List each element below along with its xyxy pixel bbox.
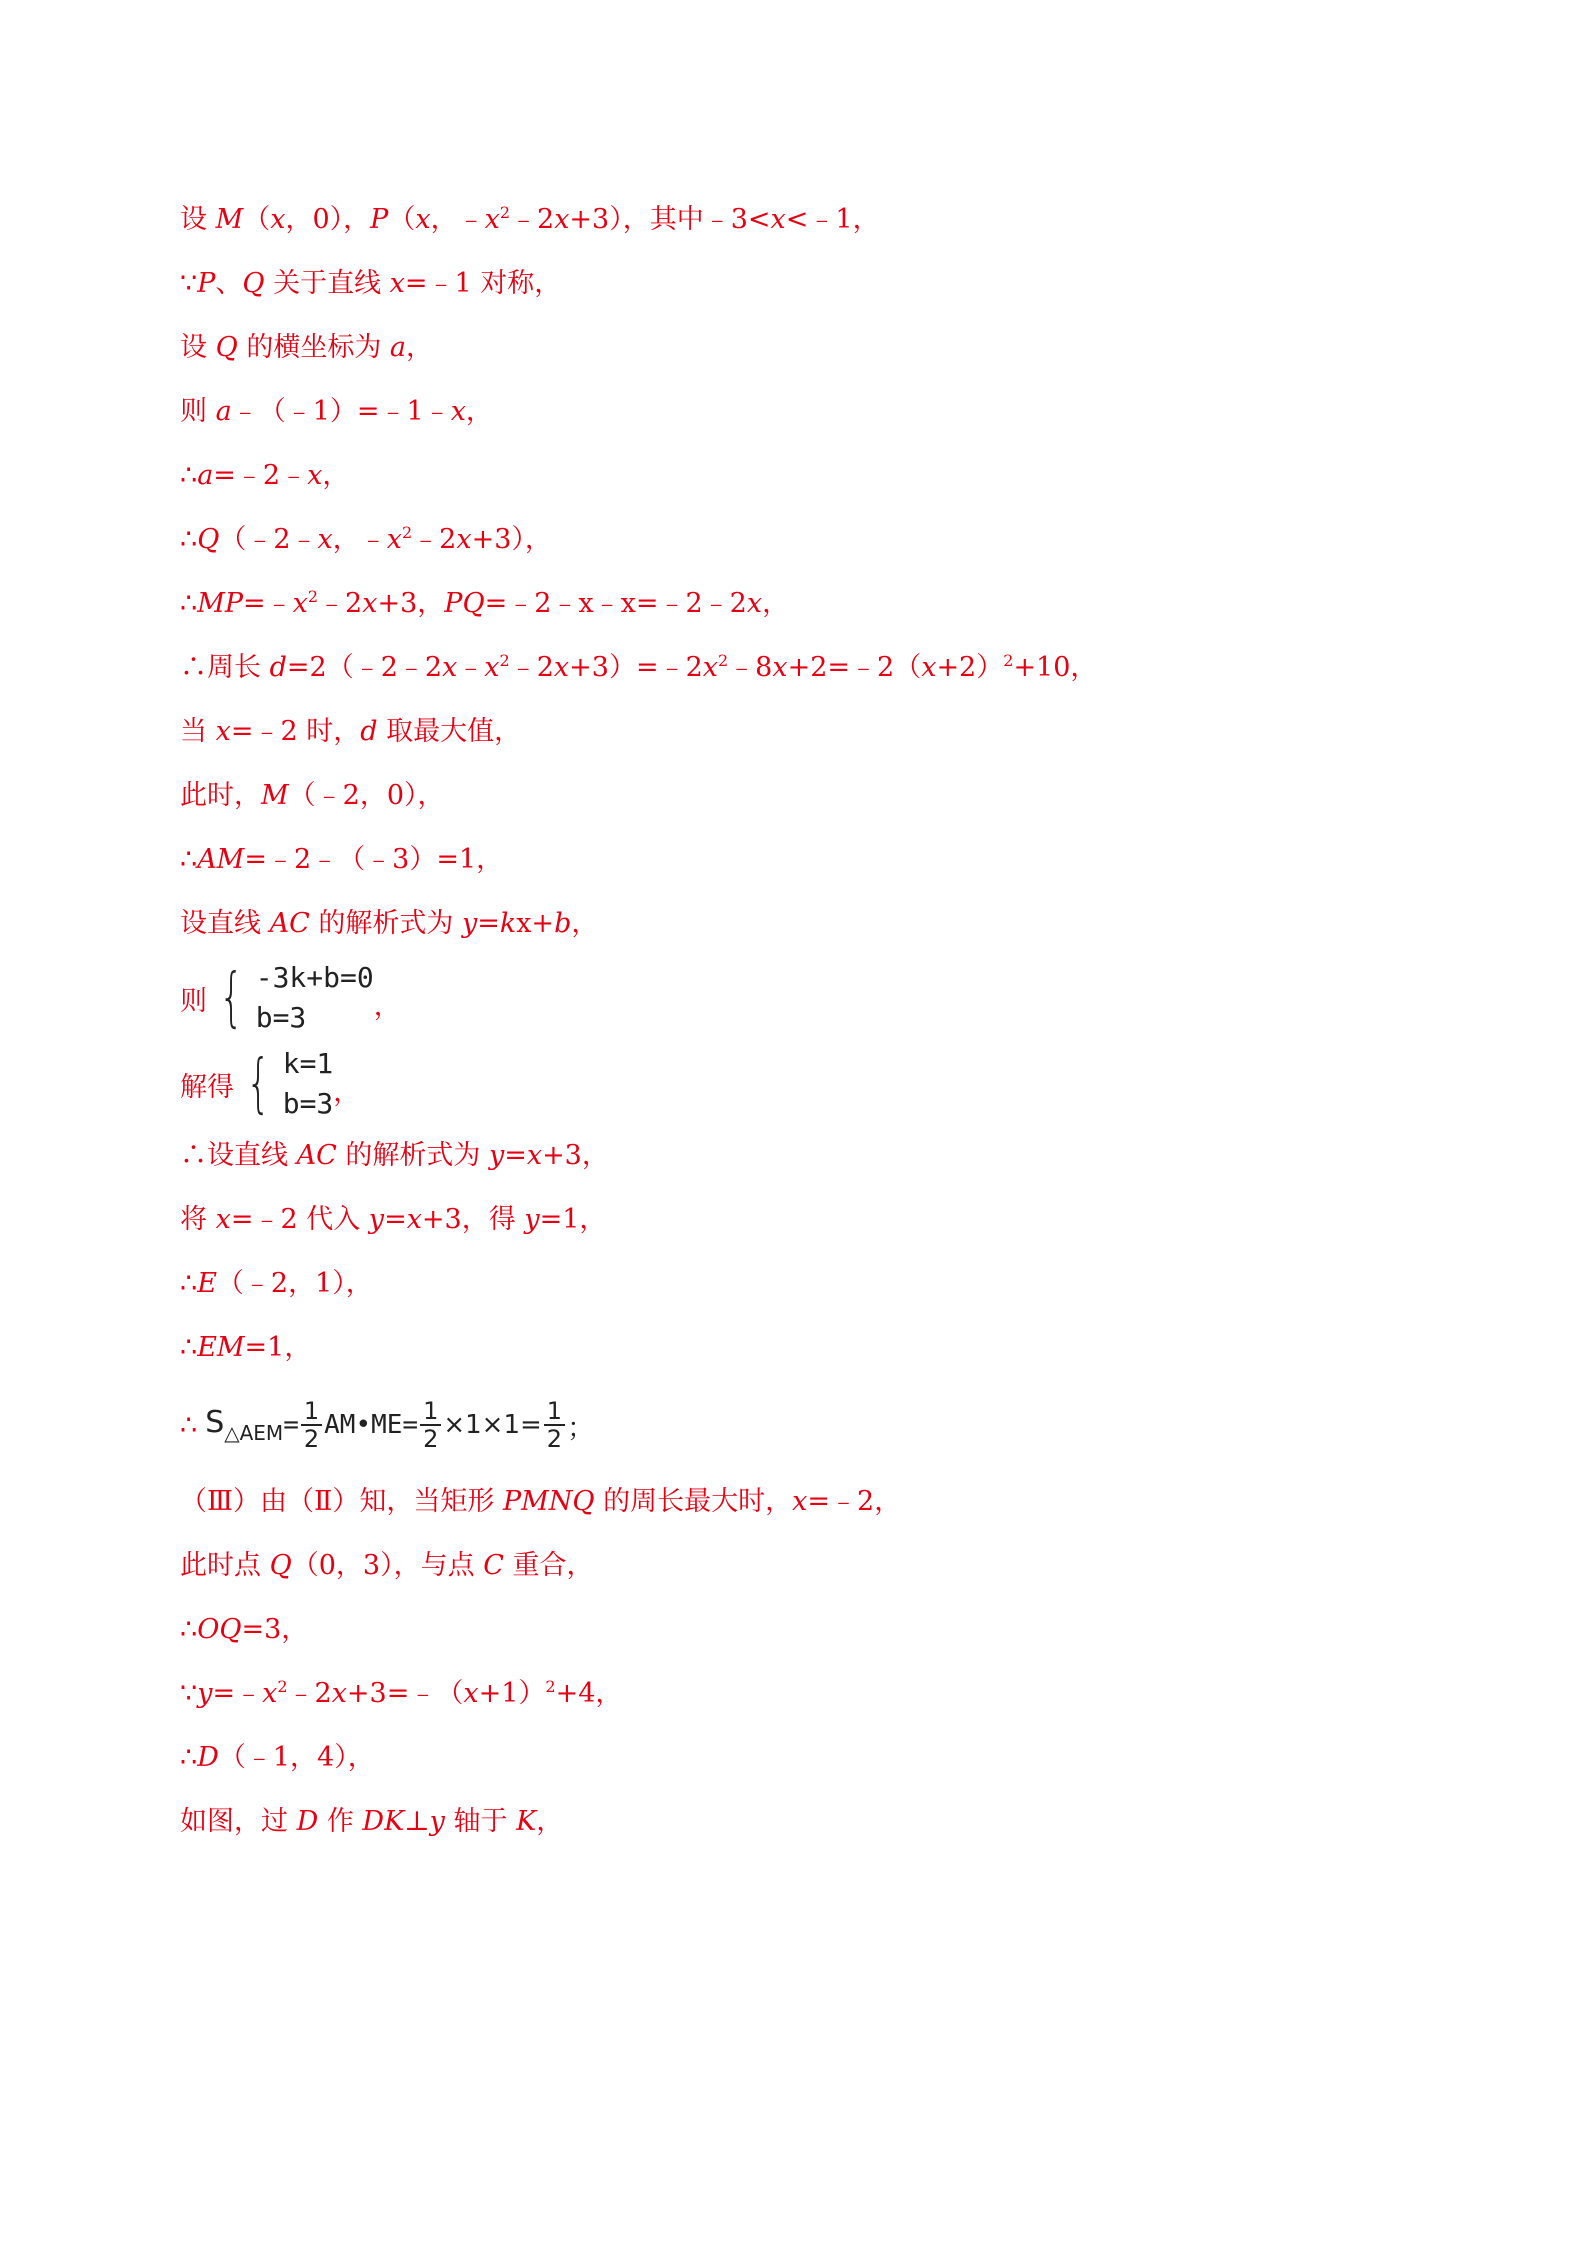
text-segment: ∴	[180, 1742, 198, 1773]
text-segment: 重合，	[503, 1550, 594, 1581]
text-line	[180, 1136, 609, 1176]
text-segment: +10，	[1013, 652, 1098, 683]
system-row: b=3	[255, 1001, 307, 1034]
math-variable: E	[197, 1268, 217, 1299]
text-segment: +3=﹣（	[346, 1678, 464, 1709]
math-variable: x	[772, 652, 788, 683]
text-line	[180, 200, 880, 240]
math-variable: x	[292, 588, 308, 619]
text-line	[180, 1328, 311, 1368]
text-segment: ⊥	[404, 1806, 430, 1837]
brace-icon: {	[246, 1047, 271, 1121]
text-segment: 关于直线	[264, 268, 390, 299]
text-segment: ，	[406, 332, 434, 363]
text-segment: 作	[318, 1806, 363, 1837]
math-variable: a	[389, 332, 407, 363]
math-variable: y	[368, 1204, 385, 1235]
text-segment: +4，	[555, 1678, 623, 1709]
text-segment: =﹣	[243, 588, 293, 619]
therefore-symbol: ∴	[180, 1409, 198, 1441]
fraction-denominator: 2	[546, 1425, 563, 1453]
math-variable: x	[386, 524, 402, 555]
math-variable: K	[516, 1806, 537, 1837]
text-segment: ﹣8	[728, 652, 773, 683]
text-segment: ﹣2	[509, 652, 554, 683]
text-segment: +3）=﹣2	[569, 652, 703, 683]
fraction-denominator: 2	[423, 1425, 439, 1453]
area-subscript: △AEM	[224, 1421, 284, 1445]
text-segment: =﹣	[212, 1678, 263, 1709]
math-variable: x	[554, 204, 570, 235]
text-segment: ∴设直线	[180, 1140, 297, 1171]
text-segment: +3，得	[421, 1204, 525, 1235]
math-variable: M	[215, 204, 244, 235]
math-variable: x	[702, 652, 718, 683]
math-variable: D	[296, 1806, 319, 1837]
text-segment: =1，	[539, 1204, 607, 1235]
math-variable: x	[442, 652, 458, 683]
text-segment: =﹣2 时，	[230, 716, 361, 747]
math-variable: P	[370, 204, 389, 235]
text-line	[180, 776, 445, 816]
text-segment: ，	[571, 908, 599, 939]
math-variable: b	[554, 908, 572, 939]
text-segment: ﹣2	[318, 588, 363, 619]
text-segment: =﹣2﹣	[213, 460, 308, 491]
math-variable: y	[461, 908, 478, 939]
math-variable: AC	[296, 1140, 337, 1171]
text-line	[180, 456, 349, 496]
math-variable: P	[197, 268, 216, 299]
text-segment: 当	[180, 716, 216, 747]
system-row: k=1	[282, 1047, 334, 1080]
system-row: -3k+b=0	[255, 961, 374, 994]
text-segment: =1，	[244, 1332, 312, 1363]
text-line	[180, 648, 1097, 688]
text-segment: 设	[180, 204, 216, 235]
math-variable: D	[197, 1742, 219, 1773]
text-line	[180, 904, 598, 944]
text-segment: 的解析式为	[336, 1140, 489, 1171]
text-segment: ∴	[180, 524, 198, 555]
math-variable: M	[261, 780, 289, 811]
text-segment: ∴	[180, 460, 198, 491]
math-variable: x	[484, 204, 500, 235]
text-segment: （﹣2﹣	[219, 524, 318, 555]
math-variable: y	[429, 1806, 445, 1837]
math-variable: x	[362, 588, 378, 619]
text-segment: 则	[180, 396, 216, 427]
text-line	[180, 840, 503, 880]
math-variable: MP	[197, 588, 244, 619]
math-variable: C	[483, 1550, 504, 1581]
text-segment: =2（﹣2﹣2	[286, 652, 443, 683]
text-line	[180, 1482, 901, 1522]
text-segment: +3），	[471, 524, 552, 555]
text-segment: +2=﹣2（	[787, 652, 922, 683]
math-variable: PMNQ	[502, 1486, 595, 1517]
exponent: 2	[1003, 651, 1014, 670]
text-segment: 此时，	[180, 780, 261, 811]
math-variable: x	[792, 1486, 808, 1517]
text-segment: （﹣2，0），	[288, 780, 445, 811]
text-line	[180, 1200, 606, 1240]
text-segment: ，﹣	[430, 204, 485, 235]
text-segment: <﹣1，	[785, 204, 880, 235]
math-variable: EM	[197, 1332, 245, 1363]
system-rows	[256, 958, 374, 1038]
fraction-numerator: 1	[301, 1398, 322, 1426]
text-segment: ∵	[180, 268, 198, 299]
math-variable: PQ	[444, 588, 485, 619]
math-variable: x	[317, 524, 333, 555]
text-line	[180, 1738, 375, 1778]
text-line	[180, 1264, 373, 1304]
text-segment: =	[477, 908, 500, 939]
text-segment: ，	[536, 1806, 564, 1837]
text-segment: +1）	[478, 1678, 546, 1709]
equation-system-1	[180, 958, 401, 1038]
math-variable: AC	[269, 908, 310, 939]
text-segment: ﹣2	[287, 1678, 332, 1709]
text-segment: +3），其中﹣3<	[569, 204, 771, 235]
area-symbol	[205, 1405, 283, 1445]
text-segment: ∴	[180, 1332, 198, 1363]
system-suffix: ，	[333, 1076, 361, 1108]
math-variable: x	[262, 1678, 278, 1709]
text-segment: 此时点	[180, 1550, 270, 1581]
text-segment: ∵	[180, 1678, 198, 1709]
text-line	[180, 584, 789, 624]
fraction-numerator: 1	[544, 1398, 565, 1426]
system-suffix: ，	[373, 990, 401, 1022]
math-variable: x	[456, 524, 472, 555]
math-variable: a	[215, 396, 232, 427]
fraction-numerator: 1	[420, 1398, 441, 1426]
math-variable: Q	[215, 332, 238, 363]
text-segment: ∴	[180, 844, 198, 875]
text-segment: 、	[215, 268, 243, 299]
text-segment: ，	[762, 588, 790, 619]
math-variable: d	[360, 716, 378, 747]
area-s: S	[205, 1405, 225, 1440]
brace-icon: {	[219, 961, 244, 1035]
text-line	[180, 712, 521, 752]
area-term: AM•ME=	[324, 1410, 419, 1440]
text-segment: ﹣（﹣1）=﹣1﹣	[231, 396, 451, 427]
math-variable: d	[269, 652, 287, 683]
fraction	[420, 1398, 441, 1452]
text-segment: 设直线	[180, 908, 270, 939]
exponent: 2	[307, 587, 319, 606]
math-variable: Q	[197, 524, 220, 555]
text-line	[180, 1610, 308, 1650]
math-variable: x	[450, 396, 466, 427]
math-variable: x	[553, 652, 570, 683]
exponent: 2	[545, 1677, 556, 1696]
system-rows	[283, 1044, 334, 1124]
text-segment: +3，	[377, 588, 445, 619]
math-variable: x	[484, 652, 500, 683]
math-variable: a	[197, 460, 214, 491]
text-segment: +3，	[542, 1140, 609, 1171]
text-line	[180, 264, 561, 304]
text-segment: =3，	[241, 1614, 309, 1645]
text-segment: （﹣2，1），	[216, 1268, 373, 1299]
text-segment: 的解析式为	[309, 908, 462, 939]
math-variable: y	[488, 1140, 505, 1171]
text-segment: （	[243, 204, 271, 235]
text-segment: x+	[516, 908, 555, 939]
text-segment: =﹣2 代入	[230, 1204, 369, 1235]
math-variable: x	[389, 268, 405, 299]
text-line	[180, 392, 493, 432]
math-variable: AM	[197, 844, 245, 875]
exponent: 2	[499, 651, 510, 670]
text-segment: 设	[180, 332, 216, 363]
math-variable: x	[307, 460, 323, 491]
math-variable: x	[270, 204, 286, 235]
text-segment: =﹣2，	[807, 1486, 902, 1517]
text-segment: （0，3），与点	[291, 1550, 484, 1581]
math-variable: y	[197, 1678, 213, 1709]
fraction-denominator: 2	[303, 1425, 320, 1453]
text-line	[180, 520, 552, 560]
equation-system-2	[180, 1044, 360, 1124]
math-variable: x	[746, 588, 763, 619]
text-segment: （﹣1，4），	[218, 1742, 375, 1773]
area-formula	[180, 1390, 594, 1460]
exponent: 2	[499, 203, 510, 222]
math-variable: y	[524, 1204, 540, 1235]
math-variable: Q	[269, 1550, 292, 1581]
text-segment: ∴	[180, 1268, 198, 1299]
text-line	[180, 1802, 563, 1842]
math-variable: x	[770, 204, 786, 235]
text-line	[180, 328, 433, 368]
text-segment: =﹣1 对称，	[404, 268, 562, 299]
text-segment: ﹣	[457, 652, 485, 683]
exponent: 2	[277, 1677, 288, 1696]
area-end: ；	[567, 1412, 595, 1444]
math-variable: x	[415, 204, 431, 235]
math-variable: k	[499, 908, 517, 939]
system-prefix: 则	[180, 985, 207, 1017]
text-segment: 取最大值，	[377, 716, 522, 747]
system-prefix: 解得	[180, 1071, 234, 1103]
text-segment: ﹣2	[510, 204, 555, 235]
math-variable: x	[526, 1140, 543, 1171]
text-segment: ∴	[180, 588, 198, 619]
equals-sign: =	[283, 1410, 299, 1440]
text-segment: =	[384, 1204, 407, 1235]
math-variable: x	[921, 652, 937, 683]
math-variable: x	[463, 1678, 479, 1709]
exponent: 2	[401, 523, 413, 542]
math-variable: x	[331, 1678, 347, 1709]
math-variable: x	[215, 1204, 231, 1235]
text-segment: =﹣2﹣（﹣3）=1，	[244, 844, 504, 875]
exponent: 2	[717, 651, 729, 670]
text-segment: ，	[465, 396, 493, 427]
area-multiply: ×1×1=	[443, 1410, 542, 1440]
text-segment: 将	[180, 1204, 216, 1235]
text-line	[180, 1674, 622, 1714]
math-variable: Q	[242, 268, 265, 299]
text-segment: =	[504, 1140, 527, 1171]
math-variable: DK	[362, 1806, 405, 1837]
math-variable: x	[215, 716, 231, 747]
text-segment: ，	[322, 460, 350, 491]
text-segment: 轴于	[444, 1806, 517, 1837]
text-segment: ，0），	[285, 204, 371, 235]
text-segment: 的横坐标为	[237, 332, 390, 363]
text-segment: +2）	[936, 652, 1004, 683]
fraction	[301, 1398, 322, 1452]
text-line	[180, 1546, 593, 1586]
math-variable: OQ	[197, 1614, 242, 1645]
text-segment: （Ⅲ）由（Ⅱ）知，当矩形	[180, 1486, 503, 1517]
math-variable: x	[406, 1204, 422, 1235]
text-segment: ﹣2	[412, 524, 457, 555]
text-segment: （	[388, 204, 416, 235]
fraction	[544, 1398, 565, 1452]
text-segment: ∴周长	[180, 652, 270, 683]
text-segment: ∴	[180, 1614, 198, 1645]
text-segment: =﹣2﹣x﹣x=﹣2﹣2	[484, 588, 747, 619]
system-row: b=3	[282, 1087, 334, 1120]
text-segment: ，﹣	[332, 524, 387, 555]
text-segment: 如图，过	[180, 1806, 297, 1837]
text-segment: 的周长最大时，	[594, 1486, 793, 1517]
